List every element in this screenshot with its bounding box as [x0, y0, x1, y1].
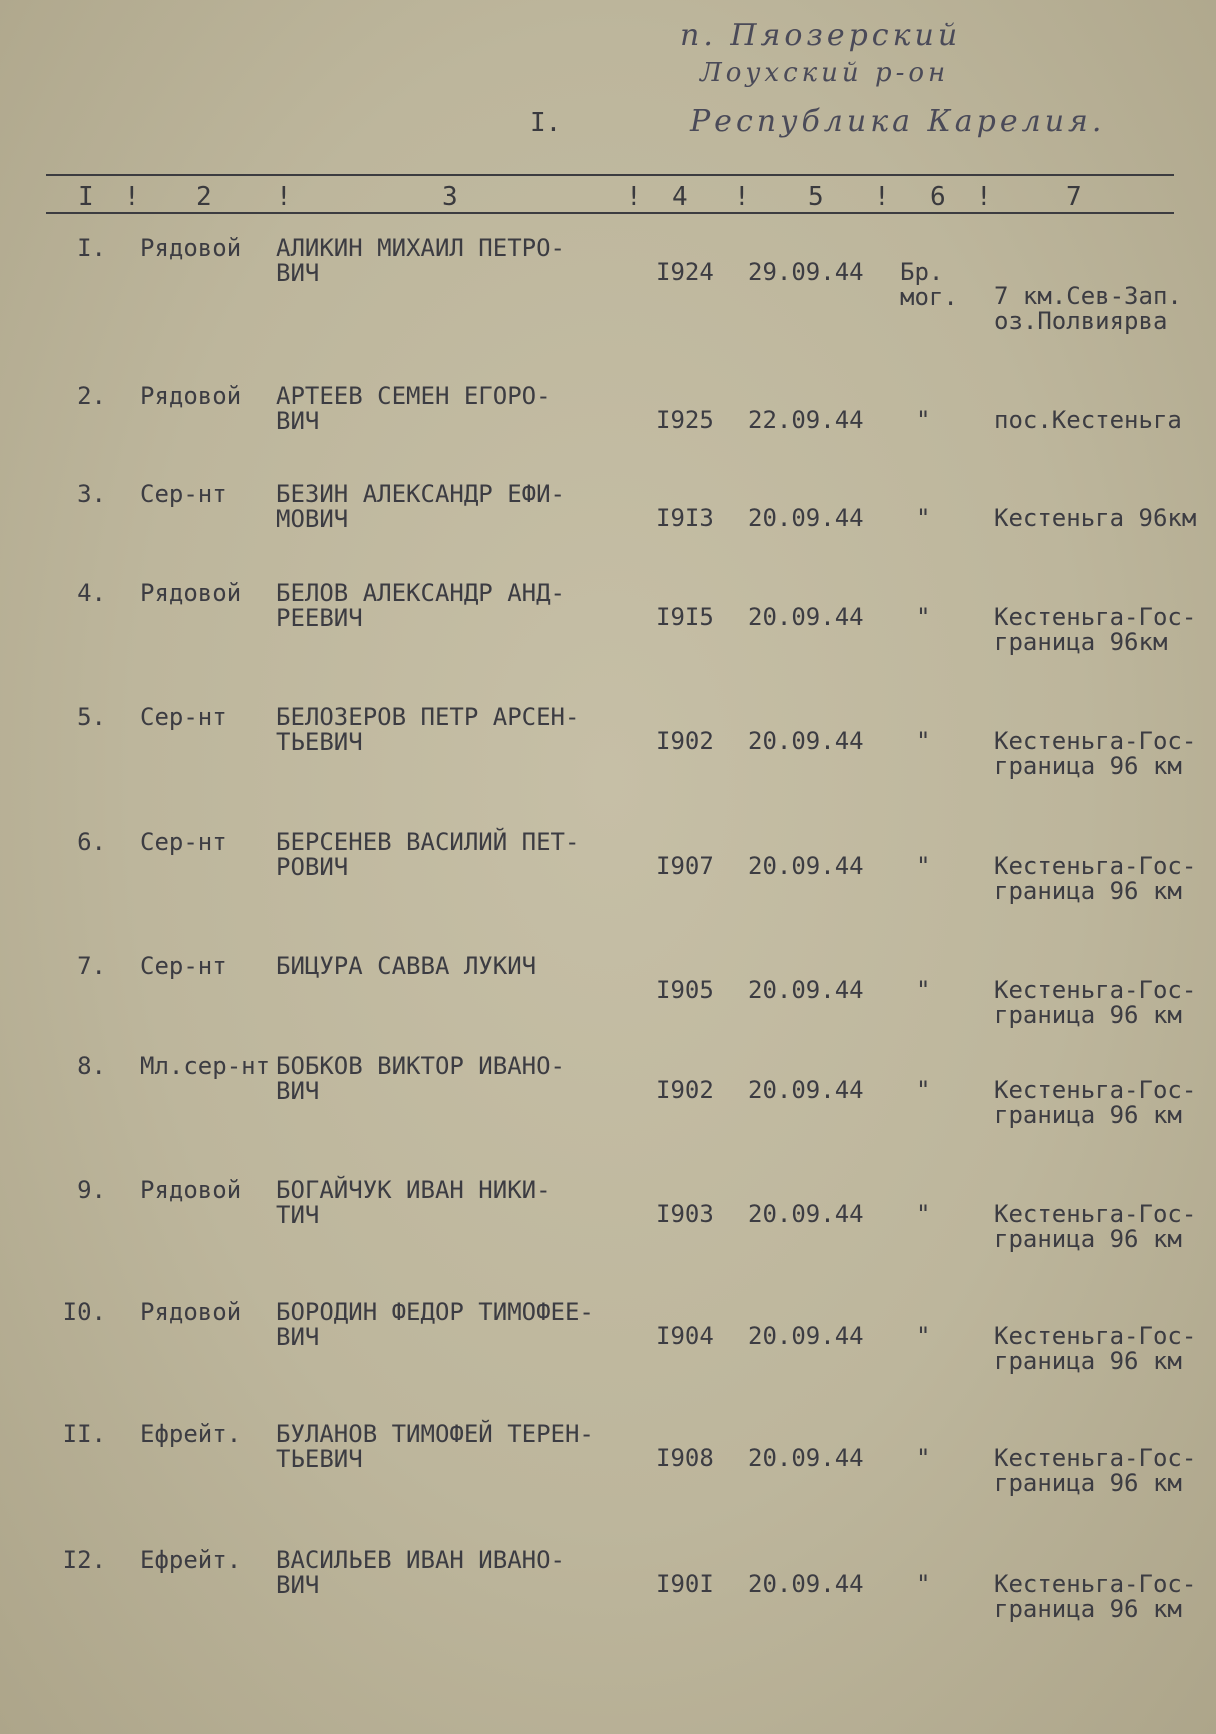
row-rank: Сер-нт [140, 952, 227, 980]
row-death-date: 20.09.44 [748, 1200, 864, 1228]
row-burial-place-line1: Кестеньга-Гос- [994, 976, 1197, 1004]
row-name-line2: ВИЧ [276, 1077, 320, 1105]
col-header-5: 5 [808, 182, 824, 212]
row-rank: Сер-нт [140, 703, 227, 731]
row-name-line2: ТЬЕВИЧ [276, 728, 363, 756]
col-header-4: 4 [672, 182, 688, 212]
row-grave-line1: " [916, 603, 931, 631]
row-burial-place-line1: Кестеньга-Гос- [994, 727, 1197, 755]
col-header-3: 3 [442, 182, 458, 212]
row-burial-place-line1: 7 км.Сев-Зап. [994, 282, 1182, 310]
row-number: 5. [77, 703, 106, 731]
row-burial-place-line1: Кестеньга-Гос- [994, 603, 1197, 631]
row-death-date: 20.09.44 [748, 1322, 864, 1350]
row-grave-line1: " [916, 1076, 931, 1104]
col-header-7: 7 [1066, 182, 1082, 212]
col-separator: ! [626, 182, 642, 212]
row-death-date: 20.09.44 [748, 727, 864, 755]
header-top-rule [46, 174, 1174, 176]
row-name-line2: ВИЧ [276, 259, 320, 287]
row-death-date: 20.09.44 [748, 1570, 864, 1598]
handwritten-district: Лоухский р-он [700, 58, 950, 88]
header-bottom-rule [46, 212, 1174, 214]
row-burial-place-line2: граница 96 км [994, 752, 1182, 780]
row-rank: Сер-нт [140, 828, 227, 856]
row-number: I. [77, 234, 106, 262]
row-grave-line1: " [916, 1200, 931, 1228]
row-grave-line1: " [916, 852, 931, 880]
row-birth-year: I925 [656, 406, 714, 434]
row-grave-line1: " [916, 1444, 931, 1472]
handwritten-settlement: п. Пяозерский [680, 18, 962, 53]
row-birth-year: I902 [656, 1076, 714, 1104]
row-number: 6. [77, 828, 106, 856]
row-burial-place-line2: граница 96 км [994, 1225, 1182, 1253]
row-name-line1: БЕРСЕНЕВ ВАСИЛИЙ ПЕТ- [276, 828, 580, 856]
row-rank: Ефрейт. [140, 1546, 242, 1574]
row-grave-line1: " [916, 976, 931, 1004]
col-separator: ! [124, 182, 140, 212]
col-separator: ! [276, 182, 292, 212]
row-burial-place-line1: пос.Кестеньга [994, 406, 1182, 434]
row-burial-place-line2: граница 96 км [994, 1595, 1182, 1623]
row-death-date: 20.09.44 [748, 852, 864, 880]
row-death-date: 20.09.44 [748, 504, 864, 532]
row-grave-line1: " [916, 727, 931, 755]
row-burial-place-line2: оз.Полвиярва [994, 307, 1168, 335]
row-number: I2. [62, 1546, 106, 1574]
row-name-line2: ВИЧ [276, 407, 320, 435]
row-birth-year: I905 [656, 976, 714, 1004]
row-name-line2: РЕЕВИЧ [276, 604, 363, 632]
row-burial-place-line1: Кестеньга-Гос- [994, 1322, 1197, 1350]
row-birth-year: I902 [656, 727, 714, 755]
row-birth-year: I924 [656, 258, 714, 286]
row-rank: Рядовой [140, 1176, 242, 1204]
row-grave-line1: " [916, 504, 931, 532]
row-name-line2: МОВИЧ [276, 505, 349, 533]
row-burial-place-line2: граница 96 км [994, 877, 1182, 905]
col-header-6: 6 [930, 182, 946, 212]
row-burial-place-line2: граница 96 км [994, 1001, 1182, 1029]
row-rank: Рядовой [140, 579, 242, 607]
row-rank: Сер-нт [140, 480, 227, 508]
row-number: I0. [62, 1298, 106, 1326]
row-grave-line1: " [916, 1322, 931, 1350]
row-number: II. [62, 1420, 106, 1448]
row-name-line2: ВИЧ [276, 1571, 320, 1599]
row-birth-year: I9I3 [656, 504, 714, 532]
row-death-date: 20.09.44 [748, 1444, 864, 1472]
row-rank: Рядовой [140, 382, 242, 410]
row-burial-place-line1: Кестеньга-Гос- [994, 1444, 1197, 1472]
row-name-line1: АРТЕЕВ СЕМЕН ЕГОРО- [276, 382, 551, 410]
row-death-date: 20.09.44 [748, 1076, 864, 1104]
row-birth-year: I907 [656, 852, 714, 880]
row-birth-year: I9I5 [656, 603, 714, 631]
row-number: 9. [77, 1176, 106, 1204]
row-burial-place-line1: Кестеньга-Гос- [994, 1076, 1197, 1104]
row-death-date: 29.09.44 [748, 258, 864, 286]
row-name-line1: БОРОДИН ФЕДОР ТИМОФЕЕ- [276, 1298, 594, 1326]
row-grave-line1: " [916, 1570, 931, 1598]
row-burial-place-line2: граница 96км [994, 628, 1168, 656]
col-separator: ! [976, 182, 992, 212]
row-grave-line1: " [916, 406, 931, 434]
handwritten-republic: Республика Карелия. [690, 104, 1106, 139]
row-name-line2: ТЬЕВИЧ [276, 1445, 363, 1473]
row-number: 7. [77, 952, 106, 980]
col-header-1: I [78, 182, 94, 212]
row-grave-line2: мог. [900, 283, 958, 311]
row-death-date: 20.09.44 [748, 603, 864, 631]
row-number: 8. [77, 1052, 106, 1080]
col-header-2: 2 [196, 182, 212, 212]
row-death-date: 20.09.44 [748, 976, 864, 1004]
row-birth-year: I908 [656, 1444, 714, 1472]
row-number: 3. [77, 480, 106, 508]
row-birth-year: I90I [656, 1570, 714, 1598]
row-burial-place-line1: Кестеньга-Гос- [994, 1200, 1197, 1228]
row-birth-year: I904 [656, 1322, 714, 1350]
row-name-line2: РОВИЧ [276, 853, 349, 881]
row-rank: Мл.сер-нт [140, 1052, 271, 1080]
row-name-line1: ВАСИЛЬЕВ ИВАН ИВАНО- [276, 1546, 565, 1574]
row-name-line2: ВИЧ [276, 1323, 320, 1351]
row-name-line1: БОБКОВ ВИКТОР ИВАНО- [276, 1052, 565, 1080]
row-burial-place-line2: граница 96 км [994, 1101, 1182, 1129]
row-burial-place-line2: граница 96 км [994, 1347, 1182, 1375]
row-grave-line1: Бр. [900, 258, 944, 286]
row-name-line1: АЛИКИН МИХАИЛ ПЕТРО- [276, 234, 565, 262]
row-rank: Рядовой [140, 1298, 242, 1326]
row-name-line1: БЕЗИН АЛЕКСАНДР ЕФИ- [276, 480, 565, 508]
row-burial-place-line2: граница 96 км [994, 1469, 1182, 1497]
row-number: 2. [77, 382, 106, 410]
row-death-date: 22.09.44 [748, 406, 864, 434]
col-separator: ! [874, 182, 890, 212]
row-number: 4. [77, 579, 106, 607]
row-birth-year: I903 [656, 1200, 714, 1228]
row-name-line1: БЕЛОВ АЛЕКСАНДР АНД- [276, 579, 565, 607]
row-burial-place-line1: Кестеньга 96км [994, 504, 1197, 532]
row-name-line2: ТИЧ [276, 1201, 320, 1229]
row-name-line1: БЕЛОЗЕРОВ ПЕТР АРСЕН- [276, 703, 580, 731]
col-separator: ! [734, 182, 750, 212]
row-burial-place-line1: Кестеньга-Гос- [994, 852, 1197, 880]
row-name-line1: БОГАЙЧУК ИВАН НИКИ- [276, 1176, 551, 1204]
sheet-number: I. [530, 108, 562, 138]
row-name-line1: БИЦУРА САВВА ЛУКИЧ [276, 952, 537, 980]
row-name-line1: БУЛАНОВ ТИМОФЕЙ ТЕРЕН- [276, 1420, 594, 1448]
row-rank: Ефрейт. [140, 1420, 242, 1448]
row-rank: Рядовой [140, 234, 242, 262]
row-burial-place-line1: Кестеньга-Гос- [994, 1570, 1197, 1598]
